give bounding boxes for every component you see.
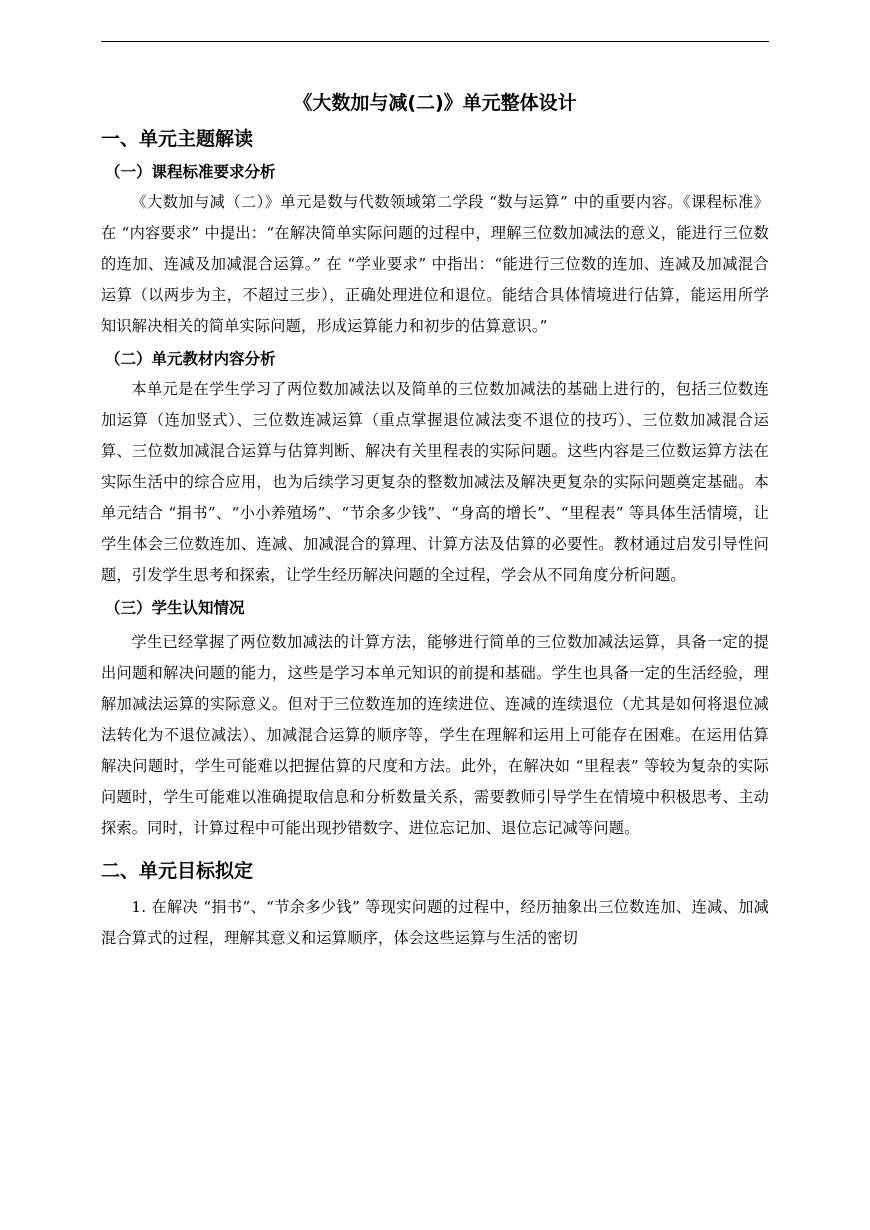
paragraph-cognition: 学生已经掌握了两位数加减法的计算方法，能够进行简单的三位数加减法运算，具备一定的提出问题和解决问题的能力，这些是学习本单元知识的前提和基础。学生也具备一定的生活经验，理解加减法运算的实际意义。但对于三位数连加的连续进位、连减的连续退位（尤其是如何将退位减法转化为不退位减法）、加减混合运算的顺序等，学生在理解和运用上可能存在困难。在运用估算解决问题时，学生可能难以把握估算的尺度和方法。此外，在解决如 “里程表” 等较为复杂的实际问题时，学生可能难以准确提取信息和分析数量关系，需要教师引导学生在情境中积极思考、主动探索。同时，计算过程中可能出现抄错数字、进位忘记加、退位忘记减等问题。 [101,633,769,837]
section-heading-goals: 二、单元目标拟定 [101,860,254,882]
subsection-heading-cognition: （三）学生认知情况 [105,599,245,617]
subsection-heading-textbook: （二）单元教材内容分析 [105,350,276,368]
paragraph-goal-1: 1. 在解决 “捐书”、“节余多少钱” 等现实问题的过程中，经历抽象出三位数连加、连减、加减混合算式的过程，理解其意义和运算顺序，体会这些运算与生活的密切 [101,898,769,947]
subsection-heading-standards: （一）课程标准要求分析 [105,163,276,181]
section-heading-theme: 一、单元主题解读 [101,128,254,150]
paragraph-textbook: 本单元是在学生学习了两位数加减法以及简单的三位数加减法的基础上进行的，包括三位数连加运算（连加竖式）、三位数连减运算（重点掌握退位减法变不退位的技巧）、三位数加减混合运算、三位数加减混合运算与估算判断、解决有关里程表的实际问题。这些内容是三位数运算方法在实际生活中的综合应用，也为后续学习更复杂的整数加减法及解决更复杂的实际问题奠定基础。本单元结合 “捐书”、“小小养殖场”、“节余多少钱”、“身高的增长”、“里程表” 等具体生活情境，让学生体会三位数连加、连减、加减混合的算理、计算方法及估算的必要性。教材通过启发引导性问题，引发学生思考和探索，让学生经历解决问题的全过程，学会从不同角度分析问题。 [101,380,769,584]
header-rule [101,41,769,42]
document-title: 《大数加与减(二)》单元整体设计 [293,92,577,114]
paragraph-standards: 《大数加与减（二）》单元是数与代数领域第二学段 “数与运算” 中的重要内容。《课程标准》在 “内容要求” 中提出：“在解决简单实际问题的过程中，理解三位数加减法的意义，能进行三位数的连加、连减及加减混合运算。” 在 “学业要求” 中指出：“能进行三位数的连加、连减及加减混合运算（以两步为主，不超过三步），正确处理进位和退位。能结合具体情境进行估算，能运用所学知识解决相关的简单实际问题，形成运算能力和初步的估算意识。” [101,193,769,335]
document-page [101,88,769,954]
